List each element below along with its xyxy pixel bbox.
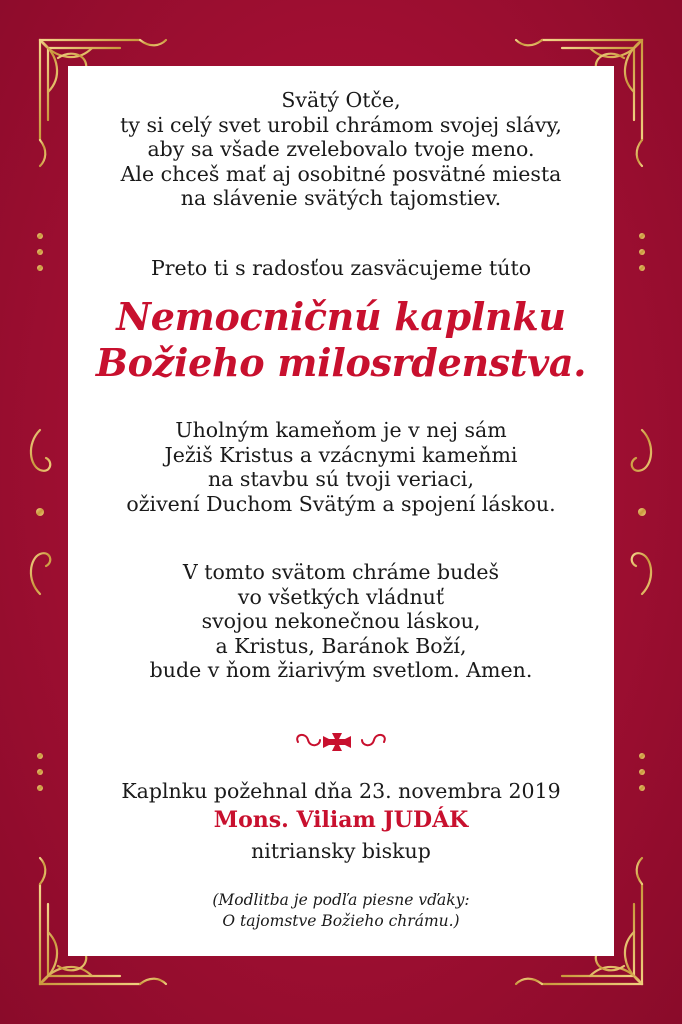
prayer-line: Uholným kameňom je v nej sám — [175, 418, 507, 442]
prayer-paragraph-4 — [68, 560, 614, 683]
chapel-title-line: Božieho milosrdenstva. — [95, 340, 587, 385]
cross-flourish-icon — [68, 730, 614, 754]
note-line: O tajomstve Božieho chrámu.) — [222, 912, 460, 930]
source-note — [68, 890, 614, 932]
prayer-line: na stavbu sú tvoji veriaci, — [207, 467, 475, 491]
prayer-line: Svätý Otče, — [281, 88, 401, 112]
prayer-line: bude v ňom žiarivým svetlom. Amen. — [149, 658, 533, 682]
note-line: (Modlitba je podľa piesne vďaky: — [212, 891, 470, 909]
bishop-title: nitriansky biskup — [251, 839, 431, 863]
chapel-title — [68, 294, 614, 386]
prayer-line: na slávenie svätých tajomstiev. — [180, 186, 502, 210]
prayer-line: svojou nekonečnou láskou, — [201, 609, 481, 633]
prayer-line: vo všetkých vládnuť — [237, 584, 445, 609]
prayer-paragraph-3 — [68, 418, 614, 516]
prayer-line: V tomto svätom chráme budeš — [182, 560, 500, 584]
prayer-line: ty si celý svet urobil chrámom svojej slávy, — [120, 112, 562, 137]
blessing-line: Kaplnku požehnal dňa 23. novembra 2019 — [121, 779, 561, 803]
prayer-line: a Kristus, Baránok Boží, — [215, 633, 467, 658]
prayer-line: oživení Duchom Svätým a spojení láskou. — [126, 491, 556, 516]
bishop-name: Mons. Viliam JUDÁK — [213, 807, 469, 833]
prayer-line: Ježiš Kristus a vzácnymi kameňmi — [164, 442, 518, 467]
prayer-intro — [68, 256, 614, 281]
prayer-line: Ale chceš mať aj osobitné posvätné miesta — [120, 161, 562, 186]
chapel-title-line: Nemocničnú kaplnku — [116, 294, 566, 339]
prayer-line: Preto ti s radosťou zasväcujeme túto — [150, 256, 532, 280]
prayer-card — [68, 66, 614, 956]
prayer-line: aby sa všade zvelebovalo tvoje meno. — [147, 137, 535, 161]
prayer-paragraph-1 — [68, 88, 614, 211]
